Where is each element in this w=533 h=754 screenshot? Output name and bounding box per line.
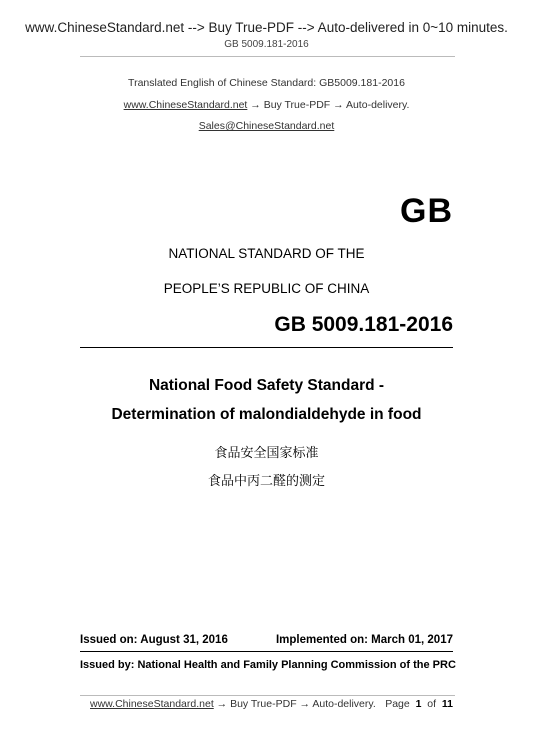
page-indicator <box>385 698 453 710</box>
page-label: Page <box>385 698 410 710</box>
issued-by: Issued by: National Health and Family Planning Commission of the PRC <box>80 659 456 671</box>
footer-site-link[interactable]: www.ChineseStandard.net <box>90 698 214 710</box>
implemented-on-date: Implemented on: March 01, 2017 <box>275 634 453 646</box>
site-link[interactable]: www.ChineseStandard.net <box>123 99 248 111</box>
gb-logo: GB <box>400 192 453 230</box>
dates-divider <box>80 651 453 652</box>
national-standard-line2: PEOPLE’S REPUBLIC OF CHINA <box>163 281 370 296</box>
issued-on-date: Issued on: August 31, 2016 <box>80 634 228 646</box>
sales-email-line <box>0 120 533 132</box>
page-of: of <box>427 698 437 710</box>
title-divider <box>80 347 453 348</box>
footer-divider <box>80 695 455 696</box>
footer-delivery-line <box>90 698 376 710</box>
footer-delivery-text: → Buy True-PDF → Auto-delivery. <box>213 698 376 710</box>
chinese-title-line2: 食品中丙二醛的测定 <box>207 474 325 489</box>
sales-email-link[interactable]: Sales@ChineseStandard.net <box>198 120 335 132</box>
translated-note: Translated English of Chinese Standard: GB5009.181-2016 <box>128 77 405 89</box>
national-standard-line1: NATIONAL STANDARD OF THE <box>168 246 365 261</box>
header-standard-code: GB 5009.181-2016 <box>224 39 309 50</box>
document-title-line1: National Food Safety Standard - <box>148 377 385 394</box>
standard-number: GB 5009.181-2016 <box>274 313 453 336</box>
chinese-title-line1: 食品安全国家标准 <box>214 446 319 461</box>
top-banner: www.ChineseStandard.net --> Buy True-PDF --> Auto-delivered in 0~10 minutes. <box>25 20 508 35</box>
header-divider <box>80 56 455 57</box>
delivery-text: → Buy True-PDF → Auto-delivery. <box>247 99 410 111</box>
page-total: 11 <box>441 698 453 710</box>
delivery-line <box>0 99 533 111</box>
page-current: 1 <box>415 698 422 710</box>
document-title-line2: Determination of malondialdehyde in food <box>111 406 422 423</box>
